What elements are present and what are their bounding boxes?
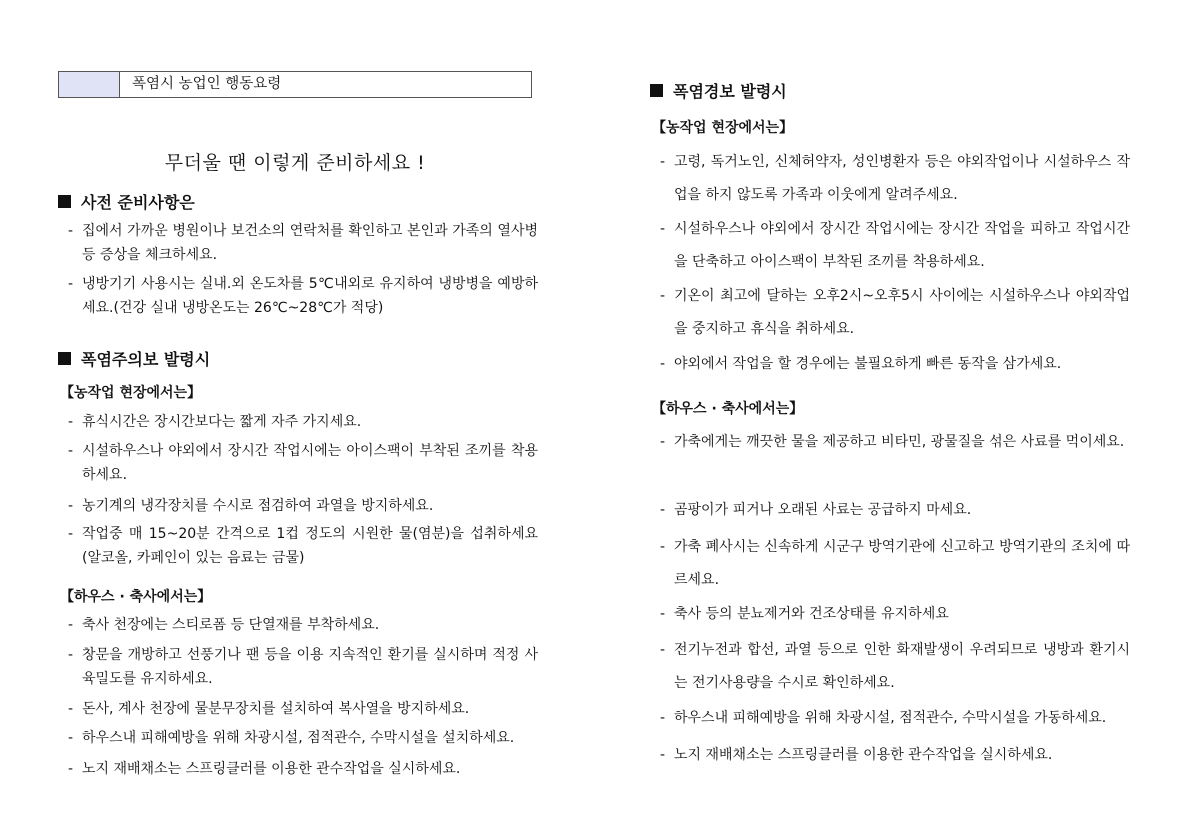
warning-field-label: 【농작업 현장에서는】 [652, 120, 794, 136]
list-item: - 냉방기기 사용시는 실내.외 온도차를 5℃내외로 유지하여 냉방병을 예방하세요.(건강 실내 냉방온도는 26℃~28℃가 적당) [68, 276, 538, 316]
list-item: - 농기계의 냉각장치를 수시로 점검하여 과열을 방지하세요. [68, 498, 434, 514]
list-item: - 고령, 독거노인, 신체허약자, 성인병환자 등은 야외작업이나 시설하우스 작업을 하지 않도록 가족과 이웃에게 알려주세요. [660, 154, 1130, 203]
list-item: - 노지 재배채소는 스프링클러를 이용한 관수작업을 실시하세요. [660, 747, 1053, 763]
header-color-block [59, 72, 120, 97]
section-warning-heading: 폭염경보 발령시 [650, 79, 787, 102]
list-item: - 시설하우스나 야외에서 장시간 작업시에는 아이스팩이 부착된 조끼를 착용하세요. [68, 443, 538, 483]
advisory-house-label: 【하우스 · 축사에서는】 [60, 589, 212, 605]
list-item: - 곰팡이가 피거나 오래된 사료는 공급하지 마세요. [660, 502, 972, 518]
list-item: - 하우스내 피해예방을 위해 차광시설, 점적관수, 수막시설을 가동하세요. [660, 710, 1107, 726]
list-item: - 가축 폐사시는 신속하게 시군구 방역기관에 신고하고 방역기관의 조치에 따르세요. [660, 539, 1130, 588]
square-bullet-icon [650, 84, 663, 97]
list-item: - 하우스내 피해예방을 위해 차광시설, 점적관수, 수막시설을 설치하세요. [68, 730, 515, 746]
list-item: - 기온이 최고에 달하는 오후2시~오후5시 사이에는 시설하우스나 야외작업을 중지하고 휴식을 취하세요. [660, 288, 1130, 337]
list-item: - 작업중 매 15~20분 간격으로 1컵 정도의 시원한 물(염분)을 섭취하세요(알코올, 카페인이 있는 음료는 금물) [68, 526, 538, 566]
list-item: - 전기누전과 합선, 과열 등으로 인한 화재발생이 우려되므로 냉방과 환기시는 전기사용량을 수시로 확인하세요. [660, 642, 1130, 691]
list-item: - 야외에서 작업을 할 경우에는 불필요하게 빠른 동작을 삼가세요. [660, 356, 1062, 372]
header-label: 폭염시 농업인 행동요령 [132, 76, 282, 92]
warning-house-label: 【하우스 · 축사에서는】 [652, 401, 804, 417]
list-item: - 축사 천장에는 스티로폼 등 단열재를 부착하세요. [68, 617, 380, 633]
list-item: - 축사 등의 분뇨제거와 건조상태를 유지하세요 [660, 606, 949, 622]
list-item: - 돈사, 계사 천장에 물분무장치를 설치하여 복사열을 방지하세요. [68, 701, 470, 717]
list-item: - 시설하우스나 야외에서 장시간 작업시에는 장시간 작업을 피하고 작업시간을 단축하고 아이스팩이 부착된 조끼를 착용하세요. [660, 221, 1130, 270]
list-item: - 가축에게는 깨끗한 물을 제공하고 비타민, 광물질을 섞은 사료를 먹이세요. [660, 434, 1125, 450]
list-item: - 창문을 개방하고 선풍기나 팬 등을 이용 지속적인 환기를 실시하며 적정 사육밀도를 유지하세요. [68, 647, 538, 687]
list-item: - 휴식시간은 장시간보다는 짧게 자주 가지세요. [68, 414, 362, 430]
header-box [58, 71, 532, 98]
main-title: 무더울 땐 이렇게 준비하세요 ! [164, 152, 426, 174]
list-item: - 집에서 가까운 병원이나 보건소의 연락처를 확인하고 본인과 가족의 열사병 등 증상을 체크하세요. [68, 223, 538, 263]
list-item: - 노지 재배채소는 스프링클러를 이용한 관수작업을 실시하세요. [68, 761, 461, 777]
section-prep-heading: 사전 준비사항은 [58, 190, 195, 213]
section-advisory-heading: 폭염주의보 발령시 [58, 347, 210, 370]
square-bullet-icon [58, 195, 71, 208]
advisory-field-label: 【농작업 현장에서는】 [60, 385, 202, 401]
square-bullet-icon [58, 352, 71, 365]
